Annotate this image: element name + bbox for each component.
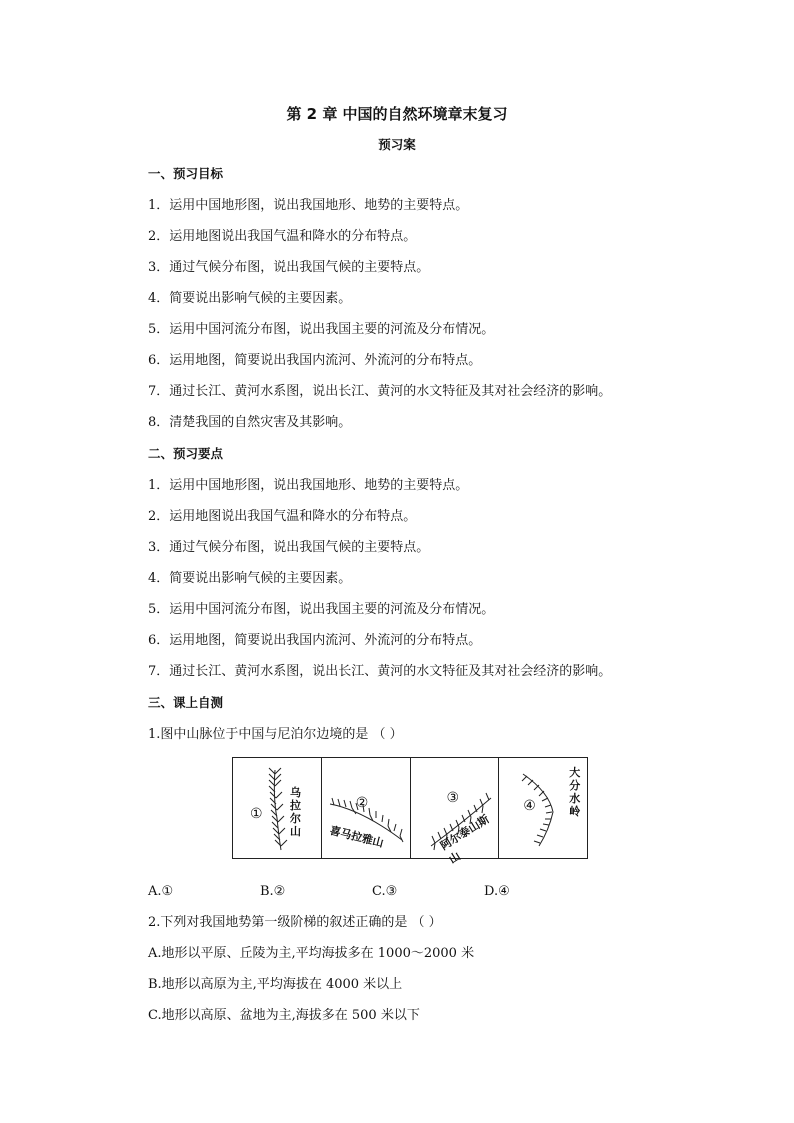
key-point-item: 1．运用中国地形图，说出我国地形、地势的主要特点。 xyxy=(148,478,469,493)
panel-3-number: ③ xyxy=(446,790,460,806)
key-point-item: 2．运用地图说出我国气温和降水的分布特点。 xyxy=(148,509,417,524)
question-1-option-c: C.③ xyxy=(372,884,398,899)
question-2-option-a: A.地形以平原、丘陵为主,平均海拔多在 1000～2000 米 xyxy=(148,946,475,961)
question-1-stem: 1.图中山脉位于中国与尼泊尔边境的是 （ ） xyxy=(148,727,403,742)
mountain-range-figure xyxy=(232,757,588,867)
panel-4-number: ④ xyxy=(523,798,536,814)
key-point-item: 7．通过长江、黄河水系图，说出长江、黄河的水文特征及其对社会经济的影响。 xyxy=(148,664,612,679)
question-1-option-a: A.① xyxy=(148,884,174,899)
goal-item: 8．清楚我国的自然灾害及其影响。 xyxy=(148,415,352,430)
goal-item: 5．运用中国河流分布图，说出我国主要的河流及分布情况。 xyxy=(148,322,495,337)
question-2-option-c: C.地形以高原、盆地为主,海拔多在 500 米以下 xyxy=(148,1008,420,1023)
key-point-item: 3．通过气候分布图，说出我国气候的主要特点。 xyxy=(148,540,430,555)
panel-2-number: ② xyxy=(355,795,369,811)
panel-4-label: 大分水岭 xyxy=(569,766,581,818)
panel-1-number: ① xyxy=(250,806,263,822)
question-1-option-d: D.④ xyxy=(484,884,510,899)
section-heading-preview-goals: 一、预习目标 xyxy=(148,166,224,181)
goal-item: 2．运用地图说出我国气温和降水的分布特点。 xyxy=(148,229,417,244)
goal-item: 6．运用地图，简要说出我国内流河、外流河的分布特点。 xyxy=(148,353,482,368)
question-2-option-b: B.地形以高原为主,平均海拔在 4000 米以上 xyxy=(148,977,403,992)
panel-2-label: 喜马拉雅山 xyxy=(328,823,385,850)
key-point-item: 5．运用中国河流分布图，说出我国主要的河流及分布情况。 xyxy=(148,602,495,617)
section-heading-preview-points: 二、预习要点 xyxy=(148,446,224,461)
figure-panel-1 xyxy=(233,758,322,858)
figure-panel-4 xyxy=(499,758,587,858)
goal-item: 3．通过气候分布图，说出我国气候的主要特点。 xyxy=(148,260,430,275)
document-title: 第 2 章 中国的自然环境章末复习 xyxy=(286,105,508,123)
document-subtitle: 预习案 xyxy=(378,137,416,152)
mountain-range-icon xyxy=(233,758,322,858)
goal-item: 7．通过长江、黄河水系图，说出长江、黄河的水文特征及其对社会经济的影响。 xyxy=(148,384,612,399)
key-point-item: 4．简要说出影响气候的主要因素。 xyxy=(148,571,352,586)
figure-panel-2 xyxy=(322,758,411,858)
goal-item: 4．简要说出影响气候的主要因素。 xyxy=(148,291,352,306)
key-point-item: 6．运用地图，简要说出我国内流河、外流河的分布特点。 xyxy=(148,633,482,648)
question-2-stem: 2.下列对我国地势第一级阶梯的叙述正确的是 （ ） xyxy=(148,915,442,930)
section-heading-self-test: 三、课上自测 xyxy=(148,695,224,710)
panel-3-label: 阿尔泰山斯山 xyxy=(437,812,492,867)
panel-1-label: 乌拉尔山 xyxy=(290,786,301,838)
figure-panel-3 xyxy=(411,758,500,867)
goal-item: 1．运用中国地形图，说出我国地形、地势的主要特点。 xyxy=(148,198,469,213)
question-1-option-b: B.② xyxy=(260,884,286,899)
